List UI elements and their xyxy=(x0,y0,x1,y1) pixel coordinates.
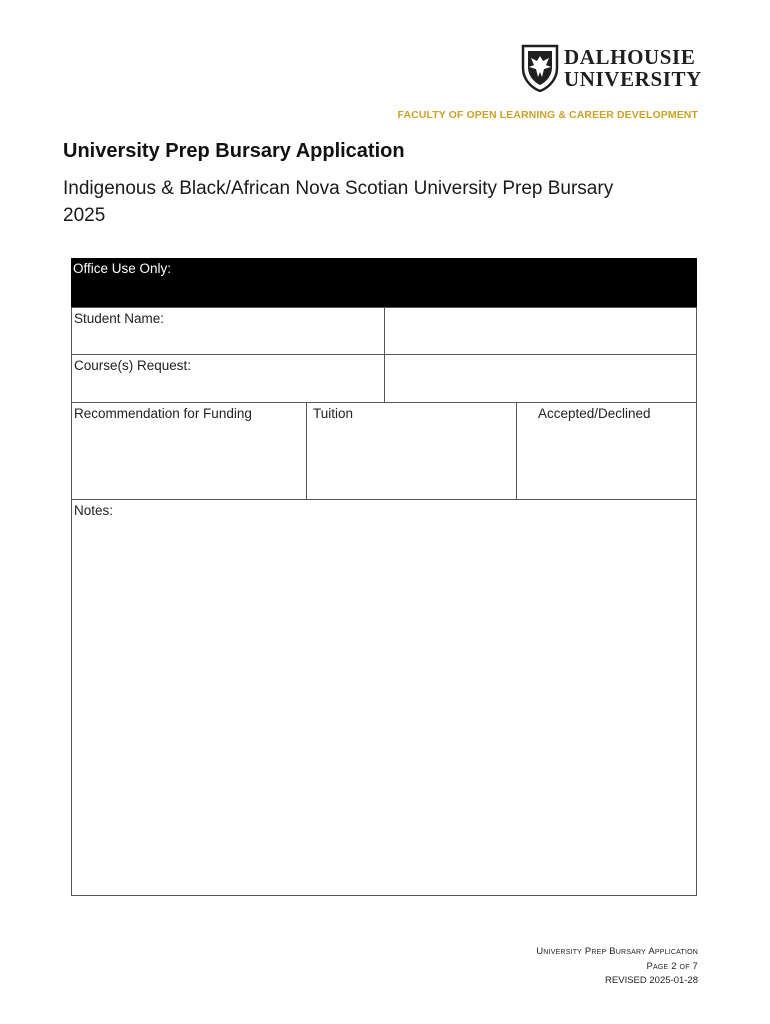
dalhousie-logo xyxy=(521,44,703,94)
footer-document-name: University Prep Bursary Application xyxy=(536,946,698,957)
accepted-declined-cell[interactable] xyxy=(516,402,697,500)
recommendation-for-funding-cell[interactable] xyxy=(71,402,307,500)
student-name-field[interactable] xyxy=(384,307,697,355)
office-use-header-cell-2 xyxy=(306,258,384,307)
course-request-label: Course(s) Request: xyxy=(74,358,192,373)
recommendation-for-funding-label: Recommendation for Funding xyxy=(74,406,252,421)
subtitle-line-2: 2025 xyxy=(63,205,106,226)
notes-field[interactable] xyxy=(71,499,697,896)
tuition-cell[interactable] xyxy=(306,402,517,500)
course-request-field[interactable] xyxy=(384,354,697,403)
footer-revised-date: REVISED 2025-01-28 xyxy=(605,975,698,986)
office-use-only-cell xyxy=(71,258,306,307)
office-use-header-cell-3 xyxy=(384,258,516,307)
page-footer xyxy=(536,945,698,989)
footer-page-number: Page 2 of 7 xyxy=(646,960,698,972)
dalhousie-crest-icon xyxy=(521,44,559,92)
student-name-label: Student Name: xyxy=(74,311,165,326)
notes-label: Notes: xyxy=(74,503,114,518)
faculty-name: FACULTY OF OPEN LEARNING & CAREER DEVELOPMENT xyxy=(397,109,698,121)
accepted-declined-label: Accepted/Declined xyxy=(538,406,651,421)
office-use-header-cell-4 xyxy=(516,258,697,307)
page-subtitle xyxy=(63,175,683,229)
logo-line-university: UNIVERSITY xyxy=(564,67,702,91)
office-use-form xyxy=(71,258,697,896)
tuition-label: Tuition xyxy=(313,406,354,421)
office-use-only-label: Office Use Only: xyxy=(73,261,172,276)
student-name-label-cell xyxy=(71,307,385,355)
subtitle-line-1: Indigenous & Black/African Nova Scotian University Prep Bursary xyxy=(63,178,614,199)
course-request-label-cell xyxy=(71,354,385,403)
logo-line-dalhousie: DALHOUSIE xyxy=(564,45,696,69)
page-title: University Prep Bursary Application xyxy=(63,140,405,162)
